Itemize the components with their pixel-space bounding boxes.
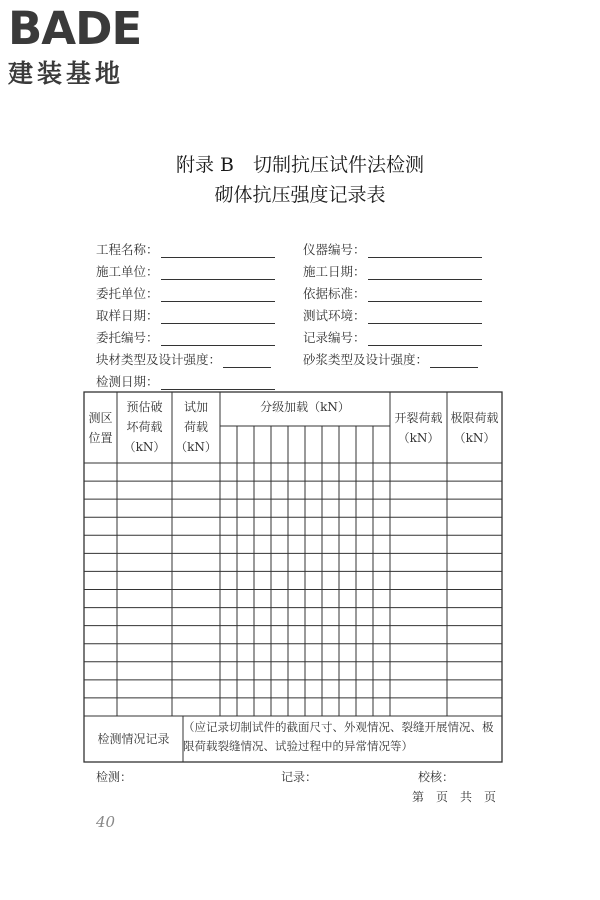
header-line: 试加 bbox=[183, 400, 208, 414]
header-line: 坏荷载 bbox=[126, 420, 163, 434]
record-note: （应记录切制试件的截面尺寸、外观情况、裂缝开展情况、极限荷载裂缝情况、试验过程中的异常情况等） bbox=[183, 720, 494, 753]
field-label: 施工单位： bbox=[96, 264, 159, 279]
header-line: 位置 bbox=[88, 431, 113, 445]
field-label: 委托单位： bbox=[96, 286, 159, 301]
header-position bbox=[84, 408, 117, 448]
field-label: 砂浆类型及设计强度： bbox=[303, 352, 429, 367]
page-title-line2: 砌体抗压强度记录表 bbox=[214, 184, 386, 206]
logo-brand: BADE bbox=[8, 2, 142, 55]
footer-page-count: 第 页 共 页 bbox=[412, 790, 497, 804]
header-line: 开裂荷载 bbox=[394, 411, 443, 425]
field-label: 块材类型及设计强度： bbox=[96, 352, 222, 367]
record-label: 检测情况记录 bbox=[97, 732, 170, 746]
field-label: 测试环境： bbox=[303, 308, 366, 323]
field-label: 施工日期： bbox=[303, 264, 366, 279]
field-label: 工程名称： bbox=[96, 242, 159, 257]
header-line: （kN） bbox=[453, 431, 496, 445]
footer-inspector: 检测： bbox=[96, 770, 133, 784]
header-line: 测区 bbox=[88, 411, 113, 425]
header-line: （kN） bbox=[397, 431, 440, 445]
header-line: 预估破 bbox=[126, 400, 163, 414]
field-label: 依据标准： bbox=[303, 286, 366, 301]
header-crack-load bbox=[390, 408, 447, 448]
header-line: （kN） bbox=[123, 440, 166, 454]
header-estimated-load bbox=[117, 397, 172, 457]
header-line: （kN） bbox=[175, 440, 217, 454]
field-label: 仪器编号： bbox=[303, 242, 366, 257]
header-trial-load bbox=[172, 397, 220, 457]
header-line: 荷载 bbox=[183, 420, 208, 434]
field-label: 检测日期： bbox=[96, 374, 159, 389]
page-title-line1: 附录 B 切制抗压试件法检测 bbox=[175, 154, 424, 176]
logo-subtitle: 建装基地 bbox=[8, 59, 125, 88]
header-ultimate-load bbox=[447, 408, 502, 448]
footer-reviewer: 校核： bbox=[418, 770, 455, 784]
field-label: 委托编号： bbox=[96, 330, 159, 345]
field-label: 记录编号： bbox=[303, 330, 366, 345]
page-number: 40 bbox=[96, 813, 116, 831]
header-graded-load: 分级加载（kN） bbox=[260, 400, 350, 414]
footer-recorder: 记录： bbox=[281, 770, 318, 784]
header-line: 极限荷载 bbox=[450, 411, 499, 425]
field-label: 取样日期： bbox=[96, 308, 159, 323]
